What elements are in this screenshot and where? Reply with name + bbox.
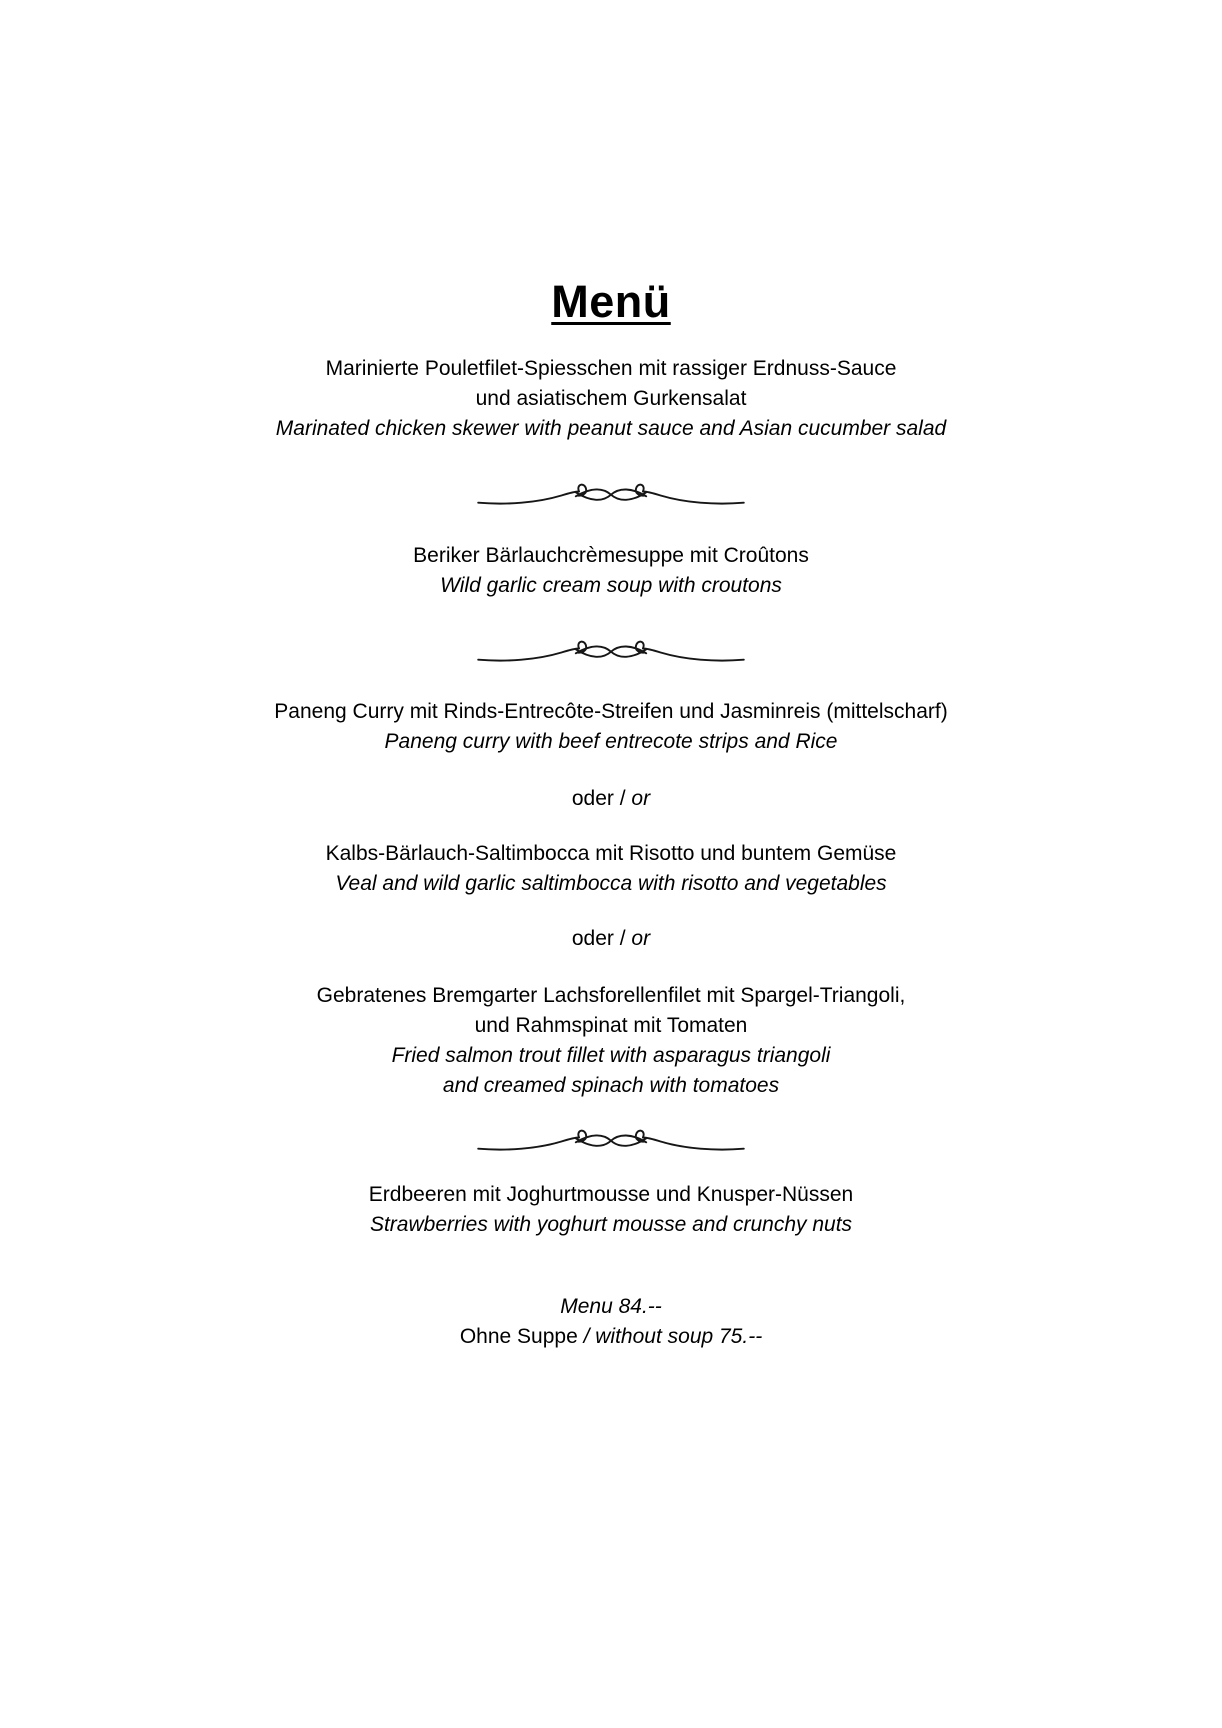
course-line-de: und asiatischem Gurkensalat [475, 387, 747, 410]
pricing [0, 1292, 1222, 1352]
course-line-en: Paneng curry with beef entrecote strips and Rice [384, 730, 838, 753]
page-title: Menü [551, 276, 671, 327]
course-line-de: Kalbs-Bärlauch-Saltimbocca mit Risotto und buntem Gemüse [325, 842, 897, 865]
flourish-divider [0, 638, 1222, 667]
or-label-en: or [631, 927, 651, 950]
course-soup [0, 541, 1222, 601]
course-line-de: Marinierte Pouletfilet-Spiesschen mit rassiger Erdnuss-Sauce [325, 357, 897, 380]
price-without-soup-en: / without soup 75.-- [583, 1325, 763, 1348]
course-line-en: Veal and wild garlic saltimbocca with risotto and vegetables [335, 872, 887, 895]
flourish-divider-icon [475, 481, 747, 510]
price-without-soup [0, 1322, 1222, 1352]
course-line-en: Wild garlic cream soup with croutons [440, 574, 782, 597]
flourish-divider [0, 481, 1222, 510]
price-menu: Menu 84.-- [560, 1295, 662, 1318]
flourish-divider [0, 1127, 1222, 1156]
course-line-de: Paneng Curry mit Rinds-Entrecôte-Streifen und Jasminreis (mittelscharf) [274, 700, 948, 723]
flourish-divider-icon [475, 1127, 747, 1156]
course-starter [0, 354, 1222, 444]
course-line-de: Beriker Bärlauchcrèmesuppe mit Croûtons [413, 544, 809, 567]
or-label-de: oder / [571, 787, 626, 810]
course-main-trout [0, 981, 1222, 1101]
course-line-de: und Rahmspinat mit Tomaten [474, 1014, 748, 1037]
or-label-en: or [631, 787, 651, 810]
course-line-en: Marinated chicken skewer with peanut sauce and Asian cucumber salad [275, 417, 947, 440]
course-line-en: Strawberries with yoghurt mousse and crunchy nuts [369, 1213, 853, 1236]
or-separator [0, 924, 1222, 954]
course-main-saltimbocca [0, 839, 1222, 899]
course-line-en: Fried salmon trout fillet with asparagus triangoli [391, 1044, 831, 1067]
course-line-de: Erdbeeren mit Joghurtmousse und Knusper-Nüssen [368, 1183, 854, 1206]
course-line-en: and creamed spinach with tomatoes [442, 1074, 780, 1097]
or-label-de: oder / [571, 927, 626, 950]
flourish-divider-icon [475, 638, 747, 667]
course-main-curry [0, 697, 1222, 757]
course-dessert [0, 1180, 1222, 1240]
or-separator [0, 784, 1222, 814]
course-line-de: Gebratenes Bremgarter Lachsforellenfilet mit Spargel-Triangoli, [316, 984, 906, 1007]
price-without-soup-de: Ohne Suppe [459, 1325, 578, 1348]
